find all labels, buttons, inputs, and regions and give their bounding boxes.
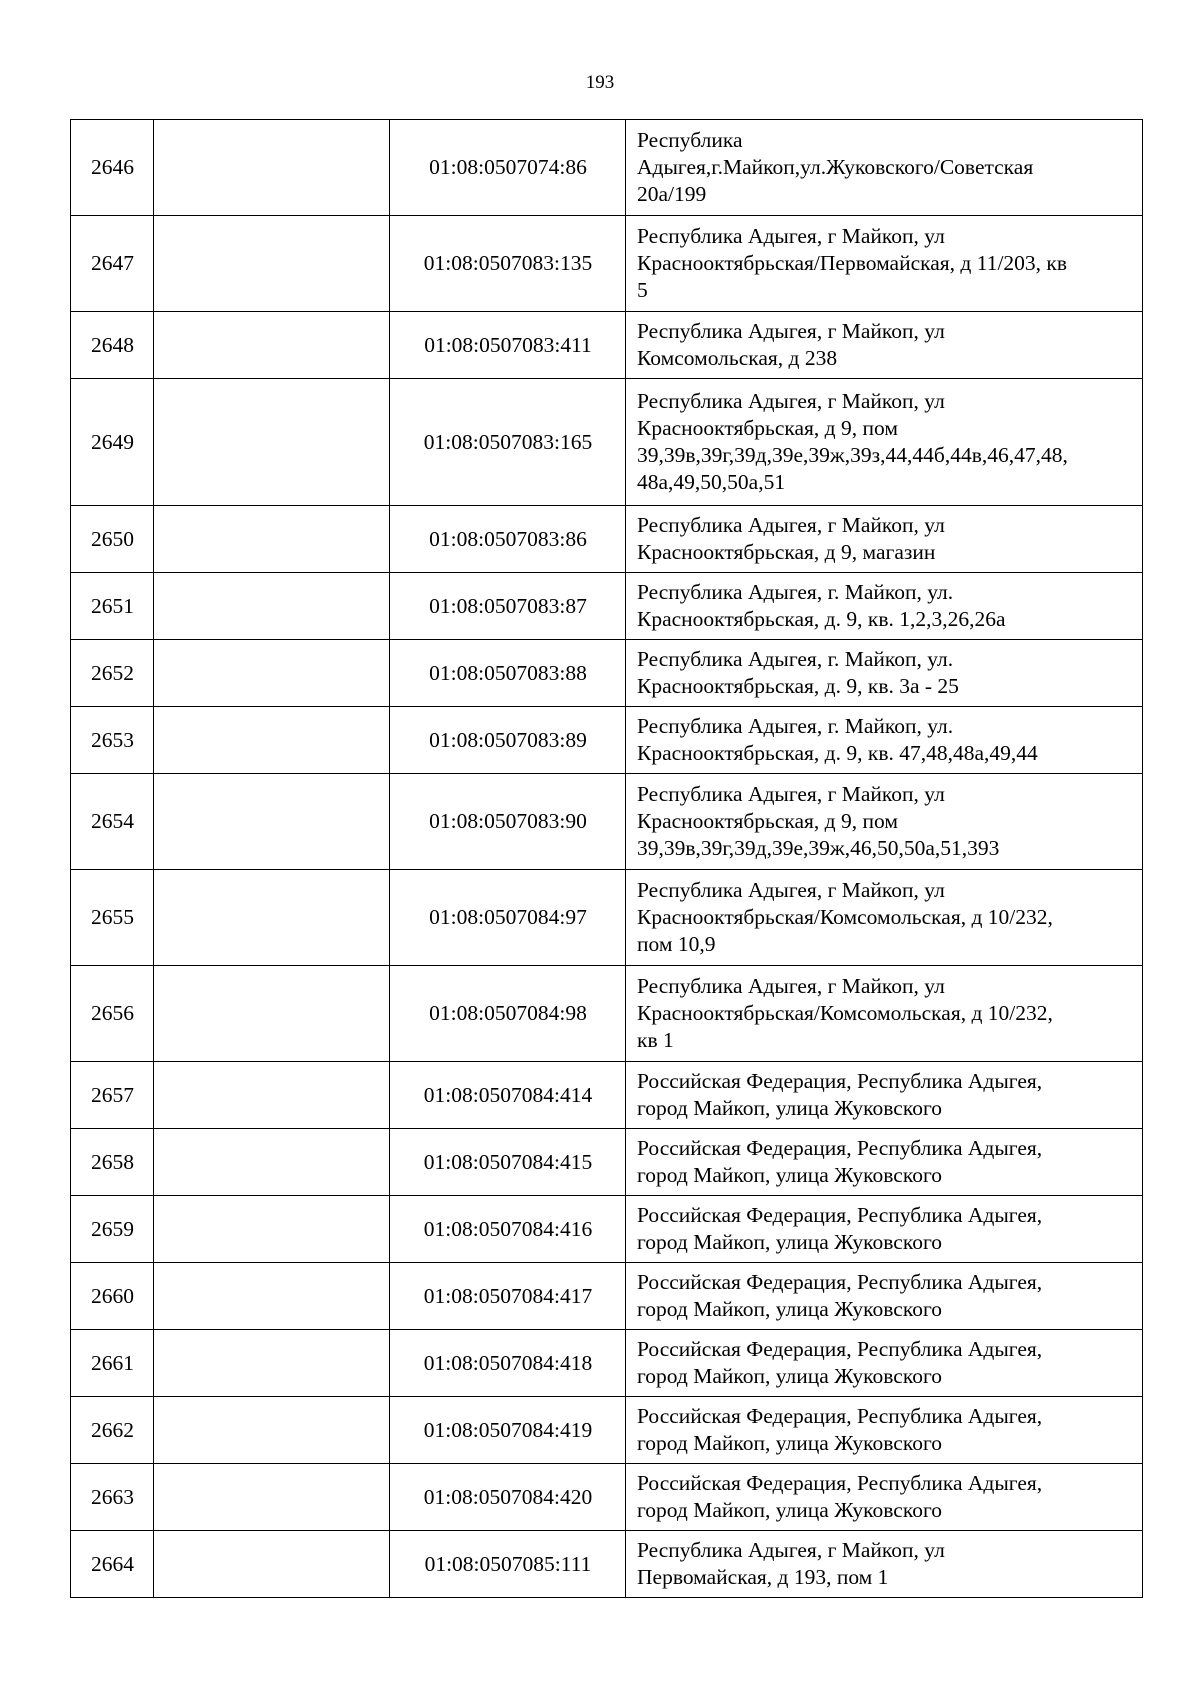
address-cell <box>626 1263 1143 1330</box>
address-line: 39,39в,39г,39д,39е,39ж,46,50,50а,51,393 <box>637 836 1000 860</box>
address-cell <box>626 707 1143 774</box>
address-line: Республика Адыгея, г Майкоп, ул <box>637 782 945 806</box>
address-line: Российская Федерация, Республика Адыгея, <box>637 1270 1043 1294</box>
object-name-cell <box>154 1129 390 1196</box>
address-line: Российская Федерация, Республика Адыгея, <box>637 1203 1043 1227</box>
address-cell <box>626 774 1143 870</box>
row-number-cell: 2654 <box>71 774 154 870</box>
row-number-cell: 2661 <box>71 1330 154 1397</box>
row-number-cell: 2652 <box>71 640 154 707</box>
registry-table <box>70 119 1143 1598</box>
table-row <box>71 774 1143 870</box>
cadastral-number-cell: 01:08:0507084:420 <box>390 1464 626 1531</box>
object-name-cell <box>154 1196 390 1263</box>
cadastral-number-cell: 01:08:0507084:416 <box>390 1196 626 1263</box>
table-row <box>71 1263 1143 1330</box>
object-name-cell <box>154 966 390 1062</box>
object-name-cell <box>154 1397 390 1464</box>
address-line: Комсомольская, д 238 <box>637 346 838 370</box>
address-line: Краснооктябрьская/Комсомольская, д 10/232, <box>637 1001 1053 1025</box>
table-row <box>71 120 1143 216</box>
address-line: Краснооктябрьская, д 9, пом <box>637 416 898 440</box>
address-line: город Майкоп, улица Жуковского <box>637 1230 942 1254</box>
address-line: Российская Федерация, Республика Адыгея, <box>637 1337 1043 1361</box>
address-line: кв 1 <box>637 1028 674 1052</box>
address-line: 5 <box>637 278 648 302</box>
address-line: 48а,49,50,50а,51 <box>637 470 786 494</box>
cadastral-number-cell: 01:08:0507083:86 <box>390 506 626 573</box>
address-line: город Майкоп, улица Жуковского <box>637 1096 942 1120</box>
object-name-cell <box>154 1464 390 1531</box>
cadastral-number-cell: 01:08:0507083:90 <box>390 774 626 870</box>
cadastral-number-cell: 01:08:0507083:89 <box>390 707 626 774</box>
row-number-cell: 2647 <box>71 216 154 312</box>
row-number-cell: 2651 <box>71 573 154 640</box>
address-cell <box>626 216 1143 312</box>
row-number-cell: 2664 <box>71 1531 154 1598</box>
object-name-cell <box>154 870 390 966</box>
address-line: Республика Адыгея, г. Майкоп, ул. <box>637 714 954 738</box>
address-line: Республика Адыгея, г. Майкоп, ул. <box>637 580 954 604</box>
address-line: Российская Федерация, Республика Адыгея, <box>637 1404 1043 1428</box>
address-line: Краснооктябрьская/Комсомольская, д 10/232, <box>637 905 1053 929</box>
address-line: Российская Федерация, Республика Адыгея, <box>637 1136 1043 1160</box>
cadastral-number-cell: 01:08:0507084:417 <box>390 1263 626 1330</box>
table-row <box>71 506 1143 573</box>
table-row <box>71 1129 1143 1196</box>
table-row <box>71 216 1143 312</box>
address-line: Республика Адыгея, г Майкоп, ул <box>637 878 945 902</box>
row-number-cell: 2648 <box>71 312 154 379</box>
table-row <box>71 870 1143 966</box>
cadastral-number-cell: 01:08:0507083:411 <box>390 312 626 379</box>
address-cell <box>626 1397 1143 1464</box>
address-cell <box>626 1330 1143 1397</box>
row-number-cell: 2659 <box>71 1196 154 1263</box>
address-cell <box>626 1129 1143 1196</box>
row-number-cell: 2646 <box>71 120 154 216</box>
table-row <box>71 573 1143 640</box>
object-name-cell <box>154 379 390 506</box>
row-number-cell: 2655 <box>71 870 154 966</box>
table-row <box>71 1464 1143 1531</box>
table-row <box>71 1531 1143 1598</box>
address-line: Краснооктябрьская, д. 9, кв. 47,48,48а,49,44 <box>637 741 1038 765</box>
table-row <box>71 1397 1143 1464</box>
address-line: город Майкоп, улица Жуковского <box>637 1163 942 1187</box>
address-line: Республика <box>637 128 743 152</box>
address-line: Первомайская, д 193, пом 1 <box>637 1565 889 1589</box>
cadastral-number-cell: 01:08:0507084:419 <box>390 1397 626 1464</box>
cadastral-number-cell: 01:08:0507084:97 <box>390 870 626 966</box>
object-name-cell <box>154 1531 390 1598</box>
object-name-cell <box>154 573 390 640</box>
row-number-cell: 2657 <box>71 1062 154 1129</box>
address-cell <box>626 506 1143 573</box>
row-number-cell: 2650 <box>71 506 154 573</box>
address-line: Краснооктябрьская, д 9, магазин <box>637 540 936 564</box>
object-name-cell <box>154 1263 390 1330</box>
registry-table-body <box>71 120 1143 1598</box>
object-name-cell <box>154 774 390 870</box>
address-line: город Майкоп, улица Жуковского <box>637 1431 942 1455</box>
address-line: Республика Адыгея, г Майкоп, ул <box>637 389 945 413</box>
address-cell <box>626 1196 1143 1263</box>
address-line: Краснооктябрьская/Первомайская, д 11/203, кв <box>637 251 1068 275</box>
address-line: Республика Адыгея, г Майкоп, ул <box>637 974 945 998</box>
address-line: город Майкоп, улица Жуковского <box>637 1364 942 1388</box>
address-line: пом 10,9 <box>637 932 716 956</box>
cadastral-number-cell: 01:08:0507083:135 <box>390 216 626 312</box>
object-name-cell <box>154 120 390 216</box>
row-number-cell: 2653 <box>71 707 154 774</box>
cadastral-number-cell: 01:08:0507083:165 <box>390 379 626 506</box>
row-number-cell: 2656 <box>71 966 154 1062</box>
cadastral-number-cell: 01:08:0507084:418 <box>390 1330 626 1397</box>
address-cell <box>626 573 1143 640</box>
address-line: Адыгея,г.Майкоп,ул.Жуковского/Советская <box>637 155 1034 179</box>
address-line: 20а/199 <box>637 182 707 206</box>
table-row <box>71 1330 1143 1397</box>
cadastral-number-cell: 01:08:0507085:111 <box>390 1531 626 1598</box>
object-name-cell <box>154 707 390 774</box>
page-number: 193 <box>585 72 615 93</box>
cadastral-number-cell: 01:08:0507083:88 <box>390 640 626 707</box>
object-name-cell <box>154 216 390 312</box>
cadastral-number-cell: 01:08:0507074:86 <box>390 120 626 216</box>
table-row <box>71 312 1143 379</box>
object-name-cell <box>154 506 390 573</box>
cadastral-number-cell: 01:08:0507084:415 <box>390 1129 626 1196</box>
address-cell <box>626 120 1143 216</box>
row-number-cell: 2663 <box>71 1464 154 1531</box>
address-cell <box>626 870 1143 966</box>
address-cell <box>626 1531 1143 1598</box>
table-row <box>71 379 1143 506</box>
row-number-cell: 2658 <box>71 1129 154 1196</box>
address-cell <box>626 1464 1143 1531</box>
address-line: город Майкоп, улица Жуковского <box>637 1297 942 1321</box>
address-line: Краснооктябрьская, д. 9, кв. 3а - 25 <box>637 674 959 698</box>
row-number-cell: 2660 <box>71 1263 154 1330</box>
row-number-cell: 2649 <box>71 379 154 506</box>
address-line: 39,39в,39г,39д,39е,39ж,39з,44,44б,44в,46,47,48, <box>637 443 1068 467</box>
table-row <box>71 1062 1143 1129</box>
cadastral-number-cell: 01:08:0507084:98 <box>390 966 626 1062</box>
address-line: Республика Адыгея, г. Майкоп, ул. <box>637 647 954 671</box>
address-cell <box>626 966 1143 1062</box>
cadastral-number-cell: 01:08:0507083:87 <box>390 573 626 640</box>
address-cell <box>626 312 1143 379</box>
address-line: Краснооктябрьская, д 9, пом <box>637 809 898 833</box>
address-line: Республика Адыгея, г Майкоп, ул <box>637 224 945 248</box>
table-row <box>71 966 1143 1062</box>
object-name-cell <box>154 1330 390 1397</box>
object-name-cell <box>154 312 390 379</box>
address-cell <box>626 1062 1143 1129</box>
address-line: Республика Адыгея, г Майкоп, ул <box>637 319 945 343</box>
address-cell <box>626 379 1143 506</box>
table-row <box>71 640 1143 707</box>
address-line: Российская Федерация, Республика Адыгея, <box>637 1069 1043 1093</box>
table-row <box>71 1196 1143 1263</box>
row-number-cell: 2662 <box>71 1397 154 1464</box>
cadastral-number-cell: 01:08:0507084:414 <box>390 1062 626 1129</box>
address-line: Республика Адыгея, г Майкоп, ул <box>637 1538 945 1562</box>
table-row <box>71 707 1143 774</box>
address-cell <box>626 640 1143 707</box>
address-line: город Майкоп, улица Жуковского <box>637 1498 942 1522</box>
address-line: Российская Федерация, Республика Адыгея, <box>637 1471 1043 1495</box>
address-line: Краснооктябрьская, д. 9, кв. 1,2,3,26,26а <box>637 607 1006 631</box>
object-name-cell <box>154 1062 390 1129</box>
address-line: Республика Адыгея, г Майкоп, ул <box>637 513 945 537</box>
object-name-cell <box>154 640 390 707</box>
